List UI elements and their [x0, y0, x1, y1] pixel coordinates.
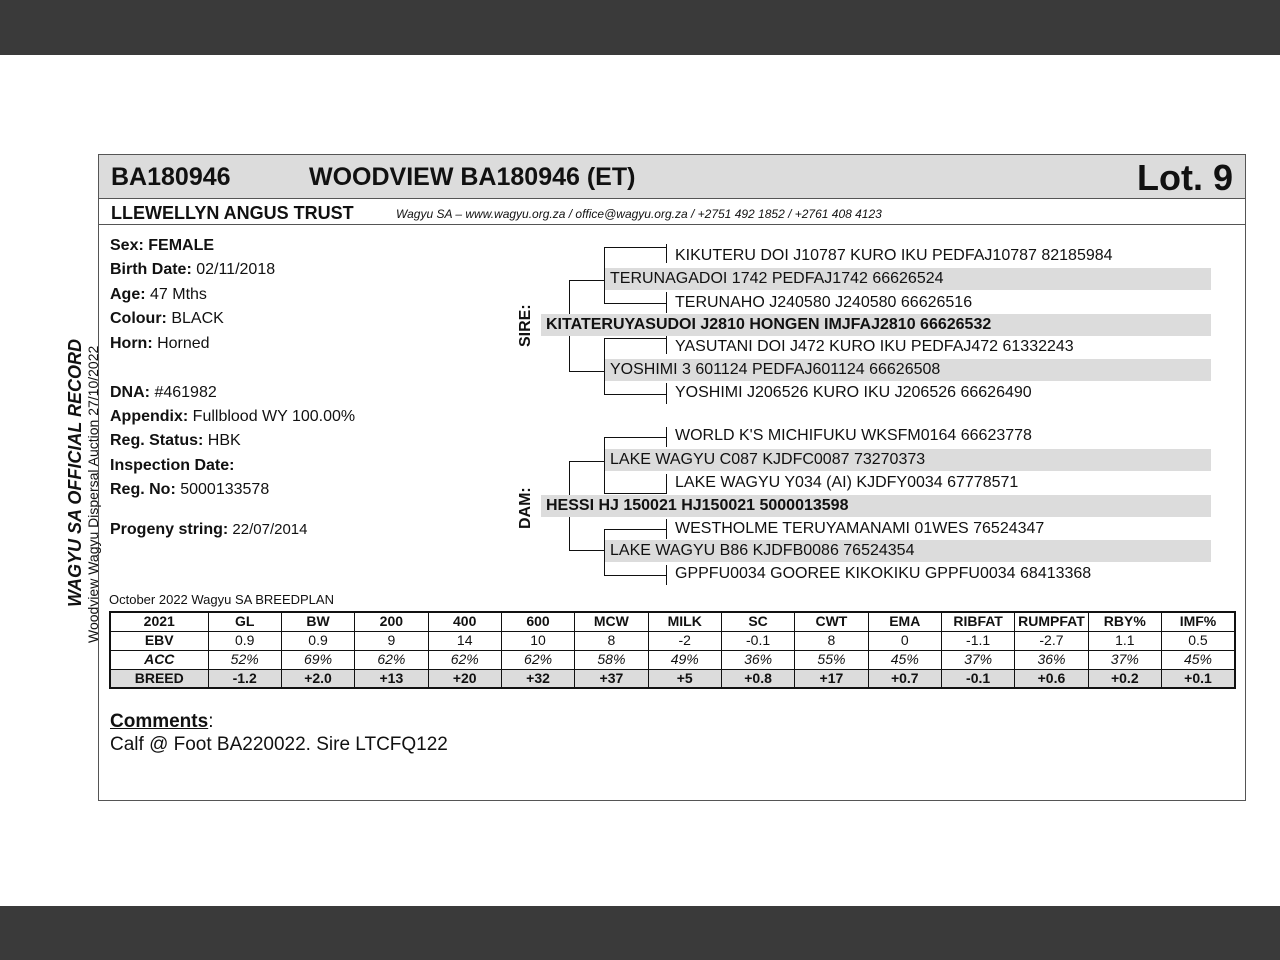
breedplan-cell: 37% [1088, 650, 1161, 669]
breedplan-cell: +2.0 [281, 669, 354, 688]
lot-card [65, 154, 1246, 801]
breedplan-cell: -1.2 [208, 669, 281, 688]
breedplan-cell: -2 [648, 631, 721, 650]
dam-dam: LAKE WAGYU B86 KJDFB0086 76524354 [605, 540, 1211, 562]
breedplan-cell: +13 [355, 669, 428, 688]
colour-label: Colour: [110, 310, 167, 327]
contact-info: Wagyu SA – www.wagyu.org.za / office@wagyu.org.za / +2751 492 1852 / +2761 408 4123 [396, 207, 882, 221]
card-header [99, 155, 1245, 199]
colour-value: BLACK [166, 310, 224, 327]
sire-sire: TERUNAGADOI 1742 PEDFAJ1742 66626524 [605, 268, 1211, 290]
breedplan-cell: 49% [648, 650, 721, 669]
breedplan-cell: +0.6 [1015, 669, 1088, 688]
dam-dam-sire: WESTHOLME TERUYAMANAMI 01WES 76524347 [675, 520, 1045, 537]
breedplan-cell: 10 [501, 631, 574, 650]
comments-label: Comments: [110, 711, 214, 732]
inspection-date-label: Inspection Date: [110, 457, 235, 474]
pedigree-line [604, 338, 667, 339]
progeny-field [110, 521, 307, 539]
breedplan-cell: 45% [868, 650, 941, 669]
progeny-label: Progeny string: [110, 521, 229, 538]
breedplan-cell: BW [281, 612, 354, 631]
age-field [110, 286, 207, 304]
pedigree-line [666, 565, 667, 585]
pedigree-line [569, 461, 604, 462]
sire-dam-dam: YOSHIMI J206526 KURO IKU J206526 66626490 [675, 384, 1032, 401]
pedigree-line [666, 383, 667, 404]
sire-sire-sire: KIKUTERU DOI J10787 KURO IKU PEDFAJ10787 82185984 [675, 247, 1113, 264]
appendix-value: Fullblood WY 100.00% [188, 408, 356, 425]
breedplan-cell: 52% [208, 650, 281, 669]
breedplan-cell: +20 [428, 669, 501, 688]
pedigree-line [666, 244, 667, 263]
breedplan-cell: ACC [110, 650, 208, 669]
breedplan-cell: -2.7 [1015, 631, 1088, 650]
horn-label: Horn: [110, 335, 153, 352]
registration-id: BA180946 [111, 163, 231, 191]
breedplan-cell: EMA [868, 612, 941, 631]
dam-sire-sire: WORLD K'S MICHIFUKU WKSFM0164 66623778 [675, 427, 1032, 444]
dna-field [110, 384, 217, 402]
breedplan-breed-row [110, 669, 1235, 688]
pedigree-line [569, 371, 604, 372]
official-record-label: WAGYU SA OFFICIAL RECORD [65, 338, 85, 607]
birth-date-value: 02/11/2018 [191, 261, 276, 278]
pedigree-line [604, 394, 667, 395]
pedigree-line [604, 529, 667, 530]
breedplan-cell: 0.5 [1161, 631, 1235, 650]
horn-field [110, 335, 210, 353]
pedigree-line [569, 550, 604, 551]
breedplan-cell: 9 [355, 631, 428, 650]
sire-dam: YOSHIMI 3 601124 PEDFAJ601124 66626508 [605, 359, 1211, 381]
breedplan-cell: CWT [795, 612, 868, 631]
breedplan-cell: 1.1 [1088, 631, 1161, 650]
breedplan-cell: 62% [501, 650, 574, 669]
sex-label: Sex: FEMALE [110, 237, 215, 254]
breedplan-cell: 36% [1015, 650, 1088, 669]
pedigree-line [666, 427, 667, 447]
pedigree-line [604, 437, 667, 438]
progeny-value: 22/07/2014 [228, 521, 308, 538]
breedplan-cell: +17 [795, 669, 868, 688]
reg-no-label: Reg. No: [110, 481, 176, 498]
dam-label: DAM: [517, 487, 534, 529]
breedplan-cell: 600 [501, 612, 574, 631]
breedplan-cell: 62% [428, 650, 501, 669]
pedigree-line [569, 280, 604, 281]
birth-date-label: Birth Date: [110, 261, 192, 278]
reg-status-value: HBK [203, 432, 241, 449]
breedplan-acc-row [110, 650, 1235, 669]
dam-sire: LAKE WAGYU C087 KJDFC0087 73270373 [605, 449, 1211, 471]
dna-label: DNA: [110, 384, 150, 401]
colour-field [110, 310, 224, 328]
pedigree-line [666, 474, 667, 494]
breedplan-cell: +0.7 [868, 669, 941, 688]
breedplan-cell: 62% [355, 650, 428, 669]
birth-date-field [110, 261, 275, 279]
dam-dam-dam: GPPFU0034 GOOREE KIKOKIKU GPPFU0034 68413368 [675, 565, 1092, 582]
breedplan-table [109, 611, 1236, 689]
breedplan-cell: -1.1 [941, 631, 1014, 650]
breedplan-cell: 45% [1161, 650, 1235, 669]
breedplan-cell: GL [208, 612, 281, 631]
sex-field [110, 237, 214, 255]
breedplan-cell: RBY% [1088, 612, 1161, 631]
breedplan-cell: +5 [648, 669, 721, 688]
breedplan-cell: 37% [941, 650, 1014, 669]
age-label: Age: [110, 286, 146, 303]
breedplan-cell: RUMPFAT [1015, 612, 1088, 631]
breedplan-cell: +0.1 [1161, 669, 1235, 688]
breedplan-cell: +37 [575, 669, 648, 688]
breedplan-cell: 8 [575, 631, 648, 650]
breedplan-label: October 2022 Wagyu SA BREEDPLAN [109, 592, 334, 607]
breedplan-cell: 0.9 [281, 631, 354, 650]
sire-name: KITATERUYASUDOI J2810 HONGEN IMJFAJ2810 66626532 [541, 314, 1211, 336]
breedplan-cell: 36% [721, 650, 794, 669]
sire-dam-sire: YASUTANI DOI J472 KURO IKU PEDFAJ472 61332243 [675, 338, 1074, 355]
pedigree-line [604, 493, 667, 494]
breedplan-cell: EBV [110, 631, 208, 650]
breedplan-cell: 200 [355, 612, 428, 631]
sire-sire-dam: TERUNAHO J240580 J240580 66626516 [675, 294, 973, 311]
appendix-field [110, 408, 355, 426]
breedplan-cell: SC [721, 612, 794, 631]
breedplan-cell: MILK [648, 612, 721, 631]
age-value: 47 Mths [145, 286, 207, 303]
pedigree-line [604, 303, 667, 304]
breedplan-cell: 400 [428, 612, 501, 631]
sire-label: SIRE: [517, 304, 534, 347]
comments-heading: Comments [110, 711, 209, 732]
breedplan-cell: 14 [428, 631, 501, 650]
breedplan-cell: -0.1 [721, 631, 794, 650]
pedigree-line [666, 335, 667, 354]
pedigree-line [604, 247, 667, 248]
breedplan-cell: RIBFAT [941, 612, 1014, 631]
inspection-date-field [110, 457, 234, 475]
breedplan-cell: +0.2 [1088, 669, 1161, 688]
breedplan-cell: 2021 [110, 612, 208, 631]
dna-value: #461982 [150, 384, 217, 401]
breedplan-cell: 58% [575, 650, 648, 669]
breedplan-cell: BREED [110, 669, 208, 688]
reg-no-field [110, 481, 269, 499]
bottom-dark-bar [0, 906, 1280, 960]
pedigree-line [604, 575, 667, 576]
dam-name: HESSI HJ 150021 HJ150021 5000013598 [541, 495, 1211, 517]
appendix-label: Appendix: [110, 408, 189, 425]
pedigree-line [666, 519, 667, 539]
pedigree-line [666, 292, 667, 313]
breedplan-cell: 0.9 [208, 631, 281, 650]
owner-name: LLEWELLYN ANGUS TRUST [111, 203, 354, 223]
breedplan-ebv-row [110, 631, 1235, 650]
breedplan-cell: +0.8 [721, 669, 794, 688]
animal-name: WOODVIEW BA180946 (ET) [309, 163, 636, 191]
top-dark-bar [0, 0, 1280, 55]
breedplan-cell: 69% [281, 650, 354, 669]
breedplan-cell: 8 [795, 631, 868, 650]
breedplan-header-row [110, 612, 1235, 631]
breedplan-cell: 0 [868, 631, 941, 650]
breedplan-cell: 55% [795, 650, 868, 669]
comments-text: Calf @ Foot BA220022. Sire LTCFQ122 [110, 734, 448, 755]
horn-value: Horned [152, 335, 210, 352]
reg-status-label: Reg. Status: [110, 432, 204, 449]
breedplan-cell: IMF% [1161, 612, 1235, 631]
reg-no-value: 5000133578 [175, 481, 270, 498]
lot-number: Lot. 9 [1137, 157, 1233, 198]
dam-sire-dam: LAKE WAGYU Y034 (AI) KJDFY0034 67778571 [675, 474, 1019, 491]
breedplan-cell: +32 [501, 669, 574, 688]
breedplan-cell: -0.1 [941, 669, 1014, 688]
reg-status-field [110, 432, 241, 450]
breedplan-cell: MCW [575, 612, 648, 631]
owner-row [99, 199, 1245, 225]
auction-label: Woodview Wagyu Dispersal Auction 27/10/2022 [85, 345, 101, 643]
